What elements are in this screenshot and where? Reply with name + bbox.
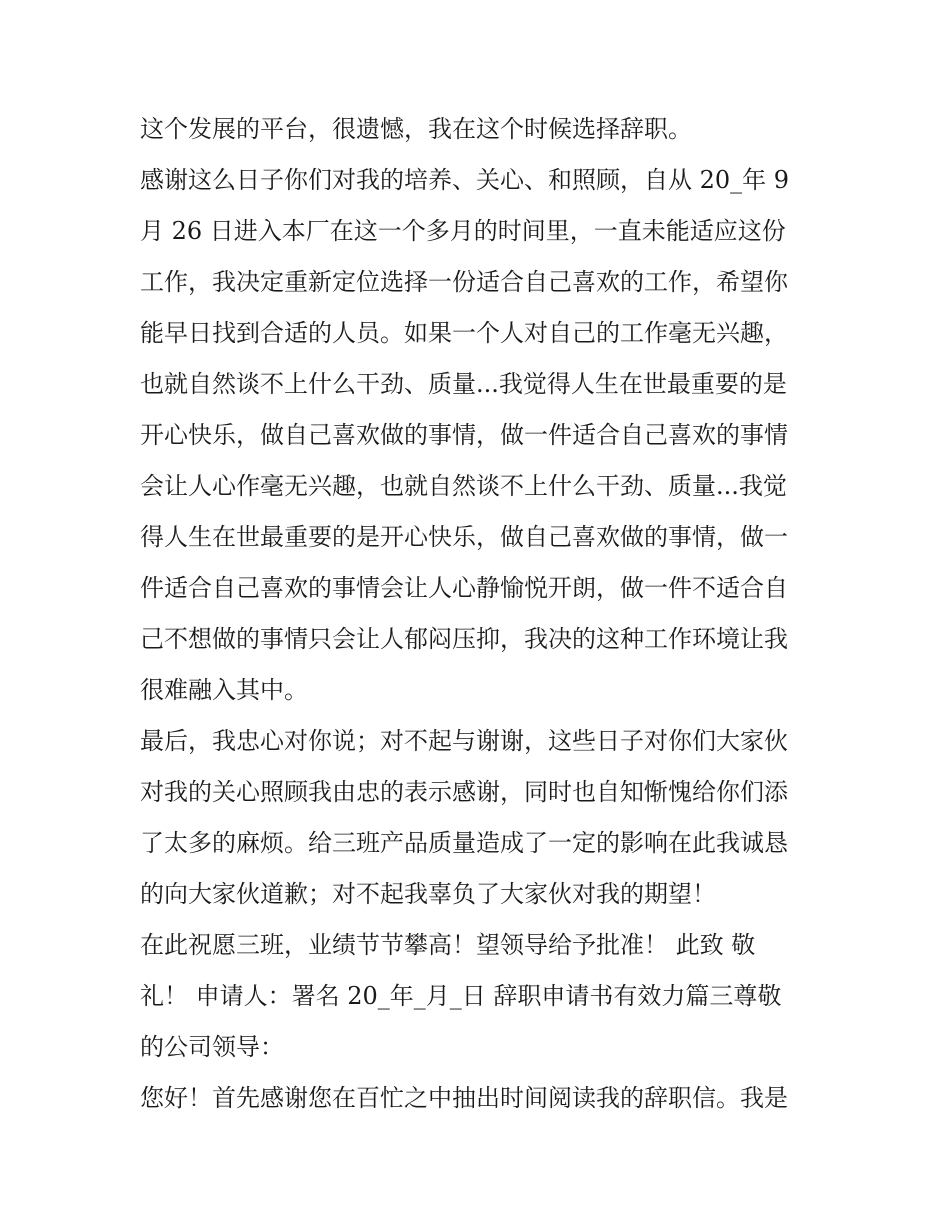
text-line: 开心快乐，做自己喜欢做的事情，做一件适合自己喜欢的事情 [140, 421, 788, 449]
text-line: 的向大家伙道歉；对不起我辜负了大家伙对我的期望！ [140, 880, 716, 908]
text-line: 在此祝愿三班，业绩节节攀高！望领导给予批准！ 此致 敬 [140, 931, 756, 959]
text-line: 工作，我决定重新定位选择一份适合自己喜欢的工作，希望你 [140, 268, 788, 296]
text-line: 件适合自己喜欢的事情会让人心静愉悦开朗，做一件不适合自 [140, 574, 788, 602]
text-line: 您好！首先感谢您在百忙之中抽出时间阅读我的辞职信。我是 [140, 1084, 788, 1112]
text-line: 的公司领导： [140, 1033, 284, 1061]
text-line: 能早日找到合适的人员。如果一个人对自己的工作毫无兴趣， [140, 319, 788, 347]
text-line: 会让人心作毫无兴趣，也就自然谈不上什么干劲、质量...我觉 [140, 472, 787, 500]
text-line: 很难融入其中。 [140, 676, 308, 704]
text-line: 了太多的麻烦。给三班产品质量造成了一定的影响在此我诚恳 [140, 829, 788, 857]
text-line: 也就自然谈不上什么干劲、质量...我觉得人生在世最重要的是 [140, 370, 787, 398]
text-line: 月 26 日进入本厂在这一个多月的时间里，一直未能适应这份 [140, 217, 786, 245]
text-line: 礼！ 申请人：署名 20_年_月_日 辞职申请书有效力篇三尊敬 [140, 982, 782, 1010]
text-line: 最后，我忠心对你说；对不起与谢谢，这些日子对你们大家伙 [140, 727, 788, 755]
text-line: 得人生在世最重要的是开心快乐，做自己喜欢做的事情，做一 [140, 523, 788, 551]
text-line: 对我的关心照顾我由忠的表示感谢，同时也自知惭愧给你们添 [140, 778, 788, 806]
text-line: 这个发展的平台，很遗憾，我在这个时候选择辞职。 [140, 115, 692, 143]
text-line: 己不想做的事情只会让人郁闷压抑，我决的这种工作环境让我 [140, 625, 788, 653]
text-line: 感谢这么日子你们对我的培养、关心、和照顾，自从 20_年 9 [140, 166, 790, 194]
document-body [140, 104, 820, 1124]
